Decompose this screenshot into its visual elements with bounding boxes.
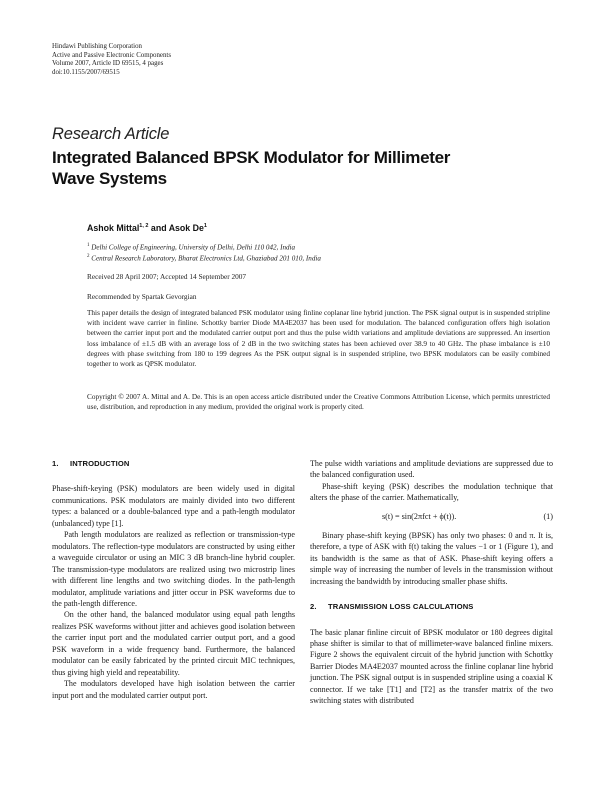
affiliation-2-text: Central Research Laboratory, Bharat Electronics Ltd, Ghaziabad 201 010, India xyxy=(89,254,321,263)
section-2-number: 2. xyxy=(310,602,317,612)
section-2-heading xyxy=(310,601,553,612)
section-1-title: INTRODUCTION xyxy=(70,459,130,468)
article-type: Research Article xyxy=(52,125,170,143)
author-2-affil: 1 xyxy=(203,223,207,230)
recommended-by: Recommended by Spartak Gevorgian xyxy=(87,292,197,301)
intro-paragraph-4: The modulators developed have high isolation between the carrier input port and the modulated carrier output port. xyxy=(52,679,295,700)
affiliation-2-sup: 2 xyxy=(87,254,90,259)
col2-paragraph-1: The pulse width variations and amplitude deviations are suppressed due to the balanced configuration used. xyxy=(310,459,553,480)
paper-title: Integrated Balanced BPSK Modulator for Millimeter Wave Systems xyxy=(52,148,451,188)
section-1-heading xyxy=(52,458,295,469)
authors xyxy=(87,223,207,233)
equation-expression: s(t) = sin(2πfct + ϕ(t)). xyxy=(382,511,457,521)
publisher-line: Hindawi Publishing Corporation xyxy=(52,43,142,50)
author-1[interactable]: Ashok Mittal xyxy=(87,223,140,233)
affiliation-1 xyxy=(87,243,295,251)
section-2-paragraph-1: The basic planar finline circuit of BPSK modulator or 180 degrees digital phase shifter is similar to that of millimeter-wave balanced finline mixers. Figure 2 shows the equivalent circuit of the hybrid junction with Schottky Barrier Diodes MA4E2037 mounted across the finline coplanar line hybrid junction. The PSK signal output is in suspended stripline using a coaxial K connector. If we take [T1] and [T2] as the transfer matrix of the two switching states with distributed xyxy=(310,627,553,706)
copyright-notice: Copyright © 2007 A. Mittal and A. De. This is an open access article distributed under the Creative Commons Attribution License, which permits unrestricted use, distribution, and reproduction in any medium, provided the original work is properly cited. xyxy=(87,393,550,412)
affiliation-1-text: Delhi College of Engineering, University of Delhi, Delhi 110 042, India xyxy=(89,243,296,252)
col2-paragraph-2: Phase-shift keying (PSK) describes the modulation technique that alters the phase of the carrier. Mathematically, xyxy=(310,481,553,503)
left-column xyxy=(52,458,295,701)
doi-line[interactable]: doi:10.1155/2007/69515 xyxy=(52,68,120,76)
affiliation-1-sup: 1 xyxy=(87,243,90,248)
section-1-number: 1. xyxy=(52,459,59,468)
author-1-affil: 1, 2 xyxy=(139,223,149,230)
col2-paragraph-3: Binary phase-shift keying (BPSK) has only two phases: 0 and π. It is, therefore, a type of ASK with f(t) taking the values −1 or 1 (Figure 1), and its bandwidth is the same as that of ASK. Phase-shift keying offers a simple way of increasing the number of levels in the transmission without increasing the bandwidth by introducing smaller phase shifts. xyxy=(310,530,553,586)
equation-number: (1) xyxy=(543,511,553,521)
journal-line: Active and Passive Electronic Components xyxy=(52,51,172,59)
intro-paragraph-2: Path length modulators are realized as reflection or transmission-type modulators. The reflection-type modulators are constructed by using either a waveguide circulator or using an MIC 3 dB branch-line hybrid coupler. The transmission-type modulators are realized using two microstrip lines with different line lengths and two switching diodes. In the path-length modulator, amplitude variations and jitter occur in PSK waveforms due to the path-length difference. xyxy=(52,530,295,608)
author-2[interactable]: Asok De xyxy=(168,223,204,233)
abstract: This paper details the design of integrated balanced PSK modulator using finline coplanar line hybrid junction. The PSK signal output is in suspended stripline with incident wave carrier in finline. Schottky barrier Diode MA4E2037 has been used for modulation. The balanced configuration offers high isolation between the carrier input port and the modulated carrier output port and thus the pulse width variations and amplitude deviations are suppressed. An insertion loss imbalance of ±1.5 dB with an average loss of 2 dB in the two switching states has been achieved over 38.9 to 40 GHz. The phase imbalance is ±10 degrees with phase switching from 180 to 199 degrees As the PSK output signal is in suspended stripline, two BPSK modulators can be easily combined together to work as QPSK modulator. xyxy=(87,309,550,369)
right-column xyxy=(310,458,553,707)
section-2-title: TRANSMISSION LOSS CALCULATIONS xyxy=(328,602,474,612)
intro-paragraph-3: On the other hand, the balanced modulator using equal path lengths realizes PSK waveforms without jitter and achieves good isolation between the carrier input port and the modulated carrier output port, and a good PSK waveform in a wide frequency band. Furthermore, the balanced modulator can be easily fabricated by the printed circuit MIC techniques, thus giving high yield and repeatability. xyxy=(52,610,295,677)
equation-1 xyxy=(310,504,553,530)
affiliation-2 xyxy=(87,254,321,262)
journal-header xyxy=(52,43,171,77)
volume-line: Volume 2007, Article ID 69515, 4 pages xyxy=(52,60,164,68)
received-dates: Received 28 April 2007; Accepted 14 September 2007 xyxy=(87,272,247,281)
intro-paragraph-1: Phase-shift-keying (PSK) modulators are been widely used in digital communications. PSK modulators are mainly divided into two different types: a balanced or a double-balanced type and a path-length modulator (unbalanced) type [1]. xyxy=(52,484,295,528)
author-joiner: and xyxy=(148,223,169,233)
